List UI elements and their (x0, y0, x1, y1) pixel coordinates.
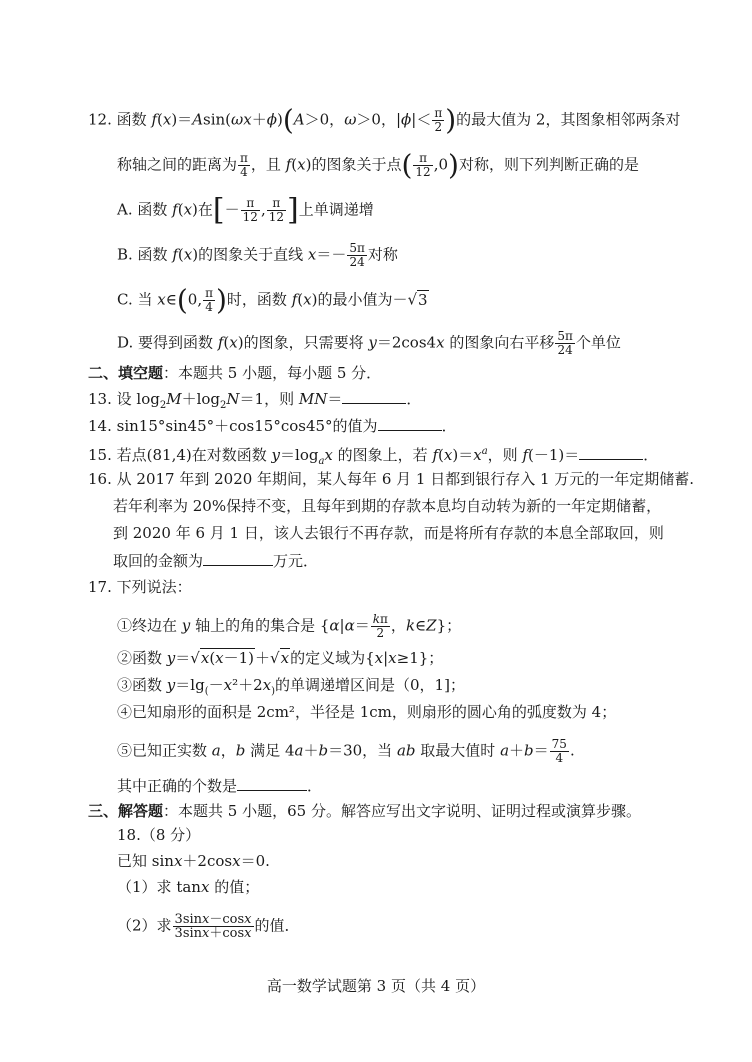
q16-line3: 到 2020 年 6 月 1 日，该人去银行不再存款，而是将所有存款的本息全部取回，则 (113, 524, 664, 542)
q12-option-a: A. 函数 f(x)在[－ $\frac{\pi}{12}$ , $\frac{\pi}{12}$ ]上单调递增 (117, 192, 374, 228)
q17-statement-2: ②函数 y＝√x(x－1)＋√x的定义域为{x|x≥1}； (117, 649, 444, 667)
section-3-heading: 三、解答题：本题共 5 小题，65 分。解答应写出文字说明、证明过程或演算步骤。 (88, 802, 641, 820)
q18-part-1: （1）求 tanx 的值； (117, 878, 260, 896)
q17-statement-4: ④已知扇形的面积是 2cm²，半径是 1cm，则扇形的圆心角的弧度数为 4； (117, 703, 617, 721)
q13-answer-blank[interactable] (342, 388, 406, 404)
q12-line2: 称轴之间的距离为 $\frac{\pi}{4}$ ，且 f(x)的图象关于点( $\frac{\pi}{12}$ ,0)对称，则下列判断正确的是 (117, 148, 639, 182)
section-2-heading: 二、填空题：本题共 5 小题，每小题 5 分． (88, 364, 382, 382)
q18-header: 18.（8 分） (117, 826, 201, 844)
q17-conclusion: 其中正确的个数是 ． (117, 777, 323, 795)
q17-statement-1: ①终边在 y 轴上的角的集合是 {α|α＝ $\frac{k\pi}{2}$ ，k∈Z}； (117, 612, 462, 640)
q16-line2: 若年利率为 20%保持不变，且每年到期的存款本息均自动转为新的一年定期储蓄， (113, 497, 662, 515)
q14-answer-blank[interactable] (378, 415, 442, 431)
q17-answer-blank[interactable] (237, 775, 307, 791)
q12-option-d: D. 要得到函数 f(x)的图象，只需要将 y＝2cos4x 的图象向右平移 $\frac{5\pi}{24}$ 个单位 (117, 329, 621, 357)
q18-part-2: （2）求 $\frac{3\sin x-\cos x}{3\sin x+\cos x}$ 的值． (117, 912, 300, 941)
page-footer: 高一数学试题第 3 页（共 4 页） (266, 977, 486, 995)
q17-statement-5: ⑤已知正实数 a，b 满足 4a＋b＝30，当 ab 取最大值时 a＋b＝ $\frac{75}{4}$ . (117, 737, 575, 765)
q12-number: 12. (88, 110, 112, 129)
q16-line4: 取回的金额为 万元． (113, 552, 319, 570)
q16-answer-blank[interactable] (203, 550, 273, 566)
q15-answer-blank[interactable] (579, 444, 643, 460)
q17-intro: 17. 下列说法： (88, 578, 192, 596)
q14: 14. sin15°sin45°＋cos15°cos45°的值为 ． (88, 417, 457, 435)
q12-line1: 12. 函数 f(x)＝Asin(ωx＋ϕ)(A＞0，ω＞0，|ϕ|＜ $\frac{\pi}{2}$ )的最大值为 2，其图象相邻两条对 (88, 103, 681, 137)
q12-option-c: C. 当 x∈(0, $\frac{\pi}{4}$ )时，函数 f(x)的最小值为－√3 (117, 283, 428, 317)
q18-given: 已知 sinx＋2cosx＝0. (117, 852, 270, 870)
q16-line1: 16. 从 2017 年到 2020 年期间，某人每年 6 月 1 日都到银行存入 1 万元的一年定期储蓄. (88, 470, 695, 488)
q13: 13. 设 $\log_2M+\log_2N=1$，则 MN＝ ． (88, 390, 422, 411)
q17-statement-3: ③函数 $y=\lg_(-x^2+2x_)$的单调递增区间是（0，1]； (117, 676, 465, 697)
q15: 15. 若点(81,4)在对数函数 $y=\log_ax$ 的图象上，若 $f(x)=x^a$，则 f(－1)＝ ． (88, 446, 659, 467)
q12-option-b: B. 函数 f(x)的图象关于直线 x＝－ $\frac{5\pi}{24}$ 对称 (117, 241, 398, 269)
